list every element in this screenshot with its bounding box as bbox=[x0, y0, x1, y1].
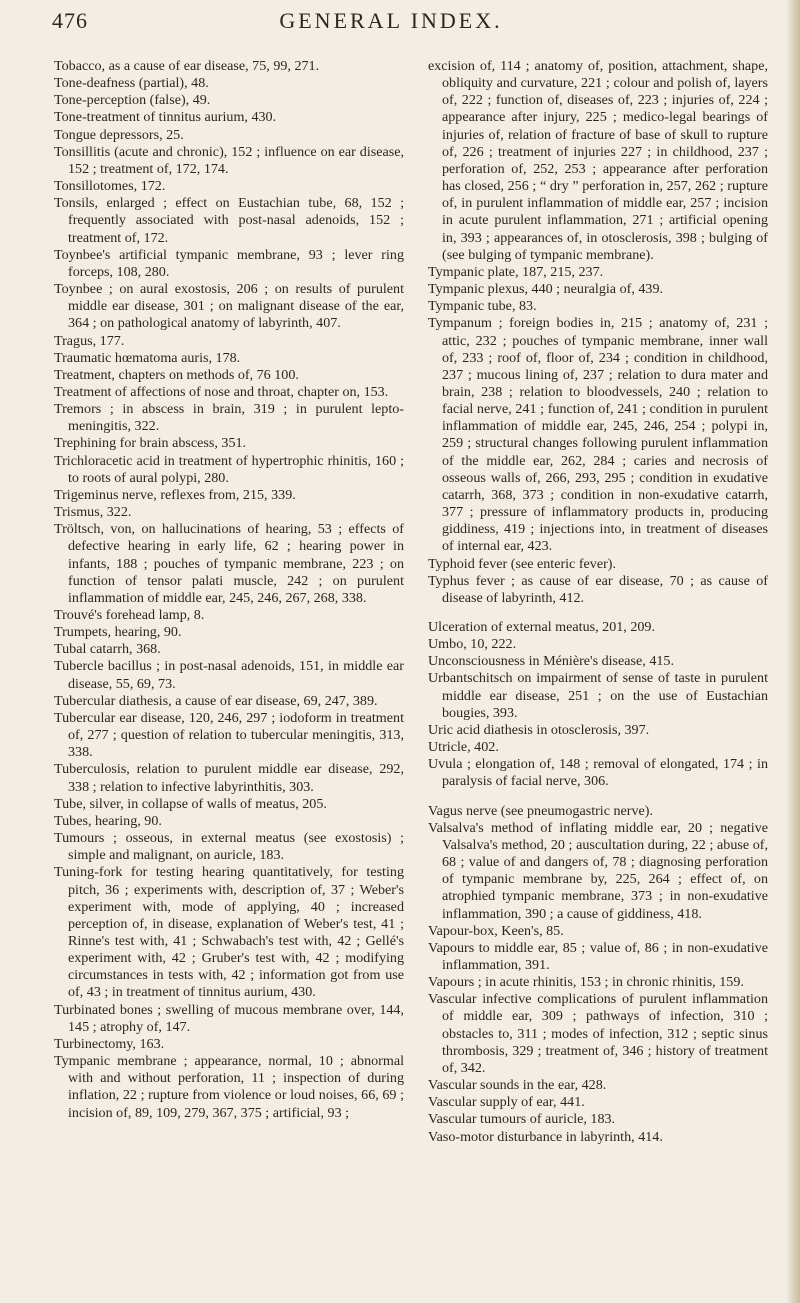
index-entry: Tone-deafness (partial), 48. bbox=[54, 75, 209, 92]
index-entry: Tobacco, as a cause of ear disease, 75, 99, 271. bbox=[54, 58, 320, 74]
index-entry: Uric acid diathesis in otosclerosis, 397. bbox=[428, 721, 650, 738]
index-entry: Turbinated bones ; swelling of mucous membrane over, 144, 145 ; atrophy of, 147. bbox=[54, 1001, 404, 1035]
index-entry: Toynbee's artificial tympanic membrane, 93 ; lever ring forceps, 108, 280. bbox=[54, 246, 404, 280]
index-entry: Vaso-motor disturbance in labyrinth, 414. bbox=[428, 1128, 663, 1145]
index-entry: Tragus, 177. bbox=[54, 332, 125, 349]
index-column-left bbox=[54, 58, 404, 1122]
index-entry: Tonsillitis (acute and chronic), 152 ; influence on ear disease, 152 ; treatment of, 172, 174. bbox=[54, 143, 404, 177]
index-entry: Tubercular diathesis, a cause of ear disease, 69, 247, 389. bbox=[54, 692, 378, 709]
index-entry: Vascular sounds in the ear, 428. bbox=[428, 1077, 607, 1094]
index-entry: Trismus, 322. bbox=[54, 504, 132, 521]
running-title: GENERAL INDEX. bbox=[279, 8, 503, 33]
index-entry: Treatment, chapters on methods of, 76 100. bbox=[54, 366, 299, 383]
index-entry: Trichloracetic acid in treatment of hypertrophic rhinitis, 160 ; to roots of aural polypi, 280. bbox=[54, 452, 404, 486]
page-header bbox=[52, 6, 770, 46]
index-entry: Umbo, 10, 222. bbox=[428, 636, 517, 653]
index-entry: Toynbee ; on aural exostosis, 206 ; on results of purulent middle ear disease, 301 ; on malignant disease of the ear, 364 ; on pathological anatomy of labyrinth, 407. bbox=[54, 281, 404, 332]
index-entry: Tympanic membrane ; appearance, normal, 10 ; abnormal with and without perforation, 11 ; inspection of during inflation, 22 ; rupture from violence or loud noises, 66, 69 ; incision of, 89, 109, 279, 367, 375 ; artificial, 93 ; bbox=[54, 1053, 404, 1121]
index-entry: Tympanic plate, 187, 215, 237. bbox=[428, 263, 604, 280]
index-entry: Tremors ; in abscess in brain, 319 ; in purulent lepto-meningitis, 322. bbox=[54, 401, 404, 435]
index-entry: Tubal catarrh, 368. bbox=[54, 641, 161, 658]
index-entry: Vascular tumours of auricle, 183. bbox=[428, 1111, 616, 1128]
index-entry: Unconsciousness in Ménière's disease, 415. bbox=[428, 653, 675, 670]
index-entry: Ulceration of external meatus, 201, 209. bbox=[428, 619, 655, 635]
index-entry: Vascular supply of ear, 441. bbox=[428, 1094, 585, 1111]
index-entry: Tuning-fork for testing hearing quantitatively, for testing pitch, 36 ; experiments with, description of, 37 ; Weber's experiment with, mode of applying, 40 ; increased perception of, in disease, explanation of Weber's test, 41 ; Rinne's test with, 41 ; Schwabach's test with, 42 ; Gellé's experiment with, 42 ; Gruber's test with, 42 ; modifying circumstances in tests with, 42 ; information got from use of, 43 ; in treatment of tinnitus aurium, 430. bbox=[54, 864, 404, 1001]
index-column-right bbox=[428, 58, 768, 1146]
index-entry: Tubes, hearing, 90. bbox=[54, 812, 162, 829]
index-entry: Tröltsch, von, on hallucinations of hearing, 53 ; effects of defective hearing in early life, 62 ; hearing power in infants, 188 ; pouches of tympanic membrane, 223 ; on function of tensor palati muscle, 242 ; on purulent inflammation of middle ear, 245, 246, 267, 268, 338. bbox=[54, 521, 404, 606]
index-entry: Tongue depressors, 25. bbox=[54, 126, 184, 143]
index-entry: Tympanic tube, 83. bbox=[428, 298, 537, 315]
index-entry: excision of, 114 ; anatomy of, position, attachment, shape, obliquity and curvature, 221 ; colour and polish of, layers of, 222 ; function of, diseases of, 223 ; injuries of, 224 ; appearance after injury, 225 ; medico-legal bearings of injuries of, relation of fracture of base of skull to rupture of, 226 ; treatment of injuries 227 ; in childhood, 237 ; perforation of, 252, 253 ; appearance after perforation has closed, 256 ; “ dry ” perforation in, 257, 262 ; rupture of, in purulent inflammation of middle ear, 257 ; incision in acute purulent inflammation, 271 ; artificial opening in, 393 ; appearances of, in otosclerosis, 398 ; bulging of (see bulging of tympanic membrane). bbox=[428, 58, 768, 263]
index-entry: Vagus nerve (see pneumogastric nerve). bbox=[428, 802, 654, 819]
index-entry: Traumatic hœmatoma auris, 178. bbox=[54, 349, 241, 366]
index-entry: Trouvé's forehead lamp, 8. bbox=[54, 607, 205, 623]
page-number: 476 bbox=[52, 8, 88, 33]
index-entry: Trigeminus nerve, reflexes from, 215, 339. bbox=[54, 486, 296, 503]
index-entry: Tone-perception (false), 49. bbox=[54, 92, 211, 109]
index-entry: Tone-treatment of tinnitus aurium, 430. bbox=[54, 109, 277, 126]
index-entry: Tumours ; osseous, in external meatus (see exostosis) ; simple and malignant, on auricle, 183. bbox=[54, 830, 404, 864]
index-entry: Typhoid fever (see enteric fever). bbox=[428, 555, 617, 572]
index-entry: Turbinectomy, 163. bbox=[54, 1035, 165, 1052]
index-entry: Typhus fever ; as cause of ear disease, 70 ; as cause of disease of labyrinth, 412. bbox=[428, 572, 768, 606]
page-edge-shadow bbox=[786, 0, 800, 1303]
index-entry: Urbantschitsch on impairment of sense of taste in purulent middle ear disease, 251 ; on the use of Eustachian bougies, 393. bbox=[428, 670, 768, 721]
index-entry: Tube, silver, in collapse of walls of meatus, 205. bbox=[54, 795, 327, 812]
index-entry: Utricle, 402. bbox=[428, 739, 499, 756]
index-entry: Treatment of affections of nose and throat, chapter on, 153. bbox=[54, 383, 389, 400]
index-entry: Tympanum ; foreign bodies in, 215 ; anatomy of, 231 ; attic, 232 ; pouches of tympanic membrane, inner wall of, 233 ; roof of, floor of, 234 ; condition in childhood, 237 ; mucous lining of, 237 ; relation to dura mater and brain, 238 ; relation to bloodvessels, 240 ; relation to facial nerve, 241 ; function of, 241 ; condition in purulent inflammation of middle ear, 245, 246, 254 ; polypi in, 259 ; structural changes following purulent inflammation of the middle ear, 262, 284 ; caries and necrosis of osseous walls of, 266, 293, 295 ; condition in exudative catarrh, 368, 373 ; condition in non-exudative catarrh, 377 ; pressure of inflammatory products in, producing giddiness, 419 ; injections into, in treatment of diseases of internal ear, 423. bbox=[428, 315, 768, 555]
index-entry: Vapours ; in acute rhinitis, 153 ; in chronic rhinitis, 159. bbox=[428, 974, 744, 991]
index-entry: Tubercle bacillus ; in post-nasal adenoids, 151, in middle ear disease, 55, 69, 73. bbox=[54, 658, 404, 692]
index-entry: Trumpets, hearing, 90. bbox=[54, 624, 182, 641]
index-entry: Vapours to middle ear, 85 ; value of, 86 ; in non-exudative inflammation, 391. bbox=[428, 939, 768, 973]
index-entry: Tonsillotomes, 172. bbox=[54, 178, 166, 195]
index-entry: Uvula ; elongation of, 148 ; removal of elongated, 174 ; in paralysis of facial nerve, 306. bbox=[428, 756, 768, 790]
index-entry: Vapour-box, Keen's, 85. bbox=[428, 922, 564, 939]
index-entry: Valsalva's method of inflating middle ear, 20 ; negative Valsalva's method, 20 ; auscultation during, 22 ; abuse of, 68 ; value of and dangers of, 78 ; diagnosing perforation of tympanic membrane by, 225, 264 ; effect of, on atrophied tympanic membrane, 373 ; in non-exudative inflammation, 390 ; a cause of giddiness, 418. bbox=[428, 819, 768, 922]
index-entry: Tuberculosis, relation to purulent middle ear disease, 292, 338 ; relation to infective labyrinthitis, 303. bbox=[54, 761, 404, 795]
index-entry: Tympanic plexus, 440 ; neuralgia of, 439. bbox=[428, 281, 664, 298]
index-entry: Tubercular ear disease, 120, 246, 297 ; iodoform in treatment of, 277 ; question of relation to tubercular meningitis, 313, 338. bbox=[54, 709, 404, 761]
index-entry: Vascular infective complications of purulent inflammation of middle ear, 309 ; pathways of infection, 310 ; obstacles to, 311 ; modes of infection, 312 ; septic sinus thrombosis, 329 ; treatment of, 346 ; history of treatment of, 342. bbox=[428, 991, 768, 1076]
index-entry: Tonsils, enlarged ; effect on Eustachian tube, 68, 152 ; frequently associated with post-nasal adenoids, 152 ; treatment of, 172. bbox=[54, 195, 404, 246]
index-entry: Trephining for brain abscess, 351. bbox=[54, 435, 247, 452]
